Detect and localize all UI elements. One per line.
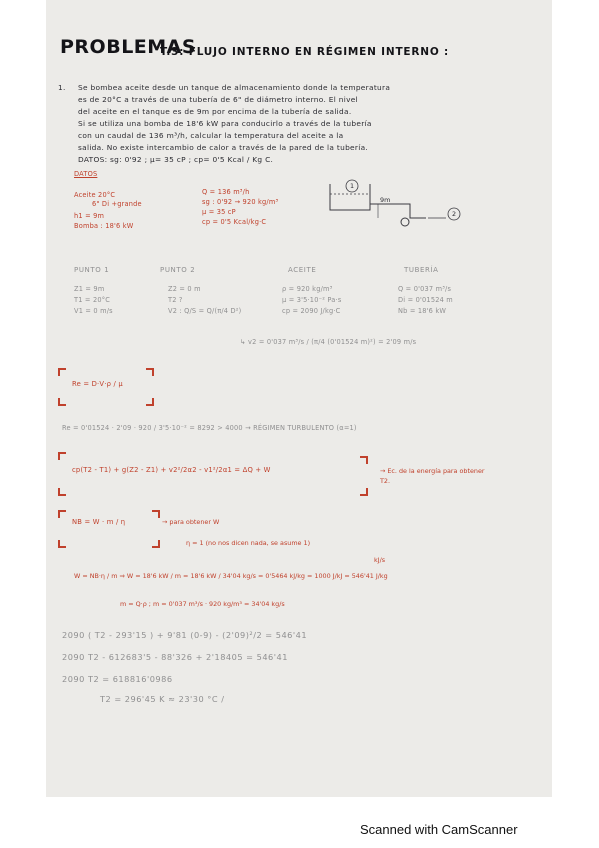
bracket-tl-2: [58, 452, 66, 460]
punto1-z: Z1 = 9m: [74, 285, 105, 293]
col-header-punto2: PUNTO 2: [160, 266, 196, 274]
tuberia-q: Q = 0'037 m³/s: [398, 285, 452, 293]
bracket-bl-2: [58, 488, 66, 496]
bracket-bl: [58, 398, 66, 406]
power-equation: NB = W · m / η: [72, 518, 126, 526]
punto1-v: V1 = 0 m/s: [74, 307, 113, 315]
scanner-watermark: Scanned with CamScanner: [360, 822, 518, 837]
mass-flow-calculation: m = Q·ρ ; m = 0'037 m³/s · 920 kg/m³ = 34'04 kg/s: [120, 600, 285, 608]
w-calculation: W = NB·η / m ⇒ W = 18'6 kW / m = 18'6 kW / 34'04 kg/s = 0'5464 kJ/kg = 1000 J/kJ = 546'41 J/kg: [74, 572, 388, 580]
datos-left-2: 6" Di +grande: [92, 200, 142, 208]
work-line-2: 2090 T2 - 612683'5 - 88'326 + 2'18405 = 546'41: [62, 652, 288, 662]
point-1-label: 1: [350, 182, 355, 190]
energy-note: → Ec. de la energía para obtener T2.: [380, 467, 485, 485]
w-unit-note: kJ/s: [374, 556, 386, 564]
height-label: 9m: [380, 196, 391, 204]
datos-left-3: h1 = 9m: [74, 212, 105, 220]
page-subtitle: T.3: FLUJO INTERNO EN RÉGIMEN INTERNO :: [160, 46, 450, 58]
punto2-z: Z2 = 0 m: [168, 285, 201, 293]
bracket-tl: [58, 368, 66, 376]
bracket-tr-2: [360, 456, 368, 464]
datos-right-1: Q = 136 m³/h: [202, 188, 250, 196]
bracket-br-3: [152, 540, 160, 548]
aceite-mu: μ = 3'5·10⁻² Pa·s: [282, 296, 342, 304]
datos-right-2: sg : 0'92 → 920 kg/m³: [202, 198, 279, 206]
problem-line-6: salida. No existe intercambio de calor a través de la pared de la tubería.: [78, 143, 369, 152]
energy-equation: cp(T2 - T1) + g(Z2 - Z1) + v2²/2α2 - v1²/2α1 = ΔQ + W: [72, 466, 271, 474]
problem-line-2: es de 20°C a través de una tubería de 6" de diámetro interno. El nivel: [78, 95, 358, 104]
reynolds-formula: Re = D·V·ρ / μ: [72, 380, 123, 388]
col-header-tuberia: TUBERÍA: [404, 266, 439, 274]
bracket-bl-3: [58, 540, 66, 548]
problem-number: 1.: [58, 83, 66, 92]
problem-line-5: con un caudal de 136 m³/h, calcular la temperatura del aceite a la: [78, 131, 344, 140]
punto2-t: T2 ?: [168, 296, 183, 304]
v2-calculation: ↳ v2 = 0'037 m³/s / (π/4 (0'01524 m)²) = 2'09 m/s: [240, 338, 417, 346]
tuberia-di: Di = 0'01524 m: [398, 296, 453, 304]
point-2-label: 2: [452, 210, 457, 218]
col-header-aceite: ACEITE: [288, 266, 317, 274]
problem-data-line: DATOS: sg: 0'92 ; μ= 35 cP ; cp= 0'5 Kcal / Kg C.: [78, 155, 274, 164]
work-line-1: 2090 ( T2 - 293'15 ) + 9'81 (0-9) - (2'09)²/2 = 546'41: [62, 630, 308, 640]
result-line: T2 = 296'45 K ≈ 23'30 °C /: [100, 694, 225, 704]
bracket-tl-3: [58, 510, 66, 518]
aceite-cp: cp = 2090 J/kg·C: [282, 307, 341, 315]
problem-line-4: Si se utiliza una bomba de 18'6 kW para conducirlo a través de la tubería: [78, 119, 372, 128]
page-title: PROBLEMAS: [60, 36, 197, 58]
reynolds-calculation: Re = 0'01524 · 2'09 · 920 / 3'5·10⁻² = 8292 > 4000 → RÉGIMEN TURBULENTO (α=1): [62, 424, 357, 432]
bracket-br: [146, 398, 154, 406]
datos-right-3: μ = 35 cP: [202, 208, 236, 216]
aceite-rho: ρ = 920 kg/m³: [282, 285, 333, 293]
datos-right-4: cp = 0'5 Kcal/kg·C: [202, 218, 267, 226]
bracket-tr-3: [152, 510, 160, 518]
tank-pipe-diagram: [318, 174, 468, 238]
col-header-punto1: PUNTO 1: [74, 266, 110, 274]
bracket-tr: [146, 368, 154, 376]
bracket-br-2: [360, 488, 368, 496]
efficiency-note: η = 1 (no nos dicen nada, se asume 1): [186, 539, 311, 547]
datos-left-1: Aceite 20°C: [74, 191, 116, 199]
tuberia-nb: Nb = 18'6 kW: [398, 307, 447, 315]
datos-heading: DATOS: [74, 170, 98, 178]
punto2-v: V2 : Q/S = Q/(π/4 D²): [168, 307, 242, 315]
problem-line-1: Se bombea aceite desde un tanque de almacenamiento donde la temperatura: [78, 83, 391, 92]
problem-line-3: del aceite en el tanque es de 9m por encima de la tubería de salida.: [78, 107, 352, 116]
work-line-3: 2090 T2 = 618816'0986: [62, 674, 173, 684]
datos-left-4: Bomba : 18'6 kW: [74, 222, 134, 230]
punto1-t: T1 = 20°C: [74, 296, 111, 304]
power-note: → para obtener W: [162, 518, 220, 526]
